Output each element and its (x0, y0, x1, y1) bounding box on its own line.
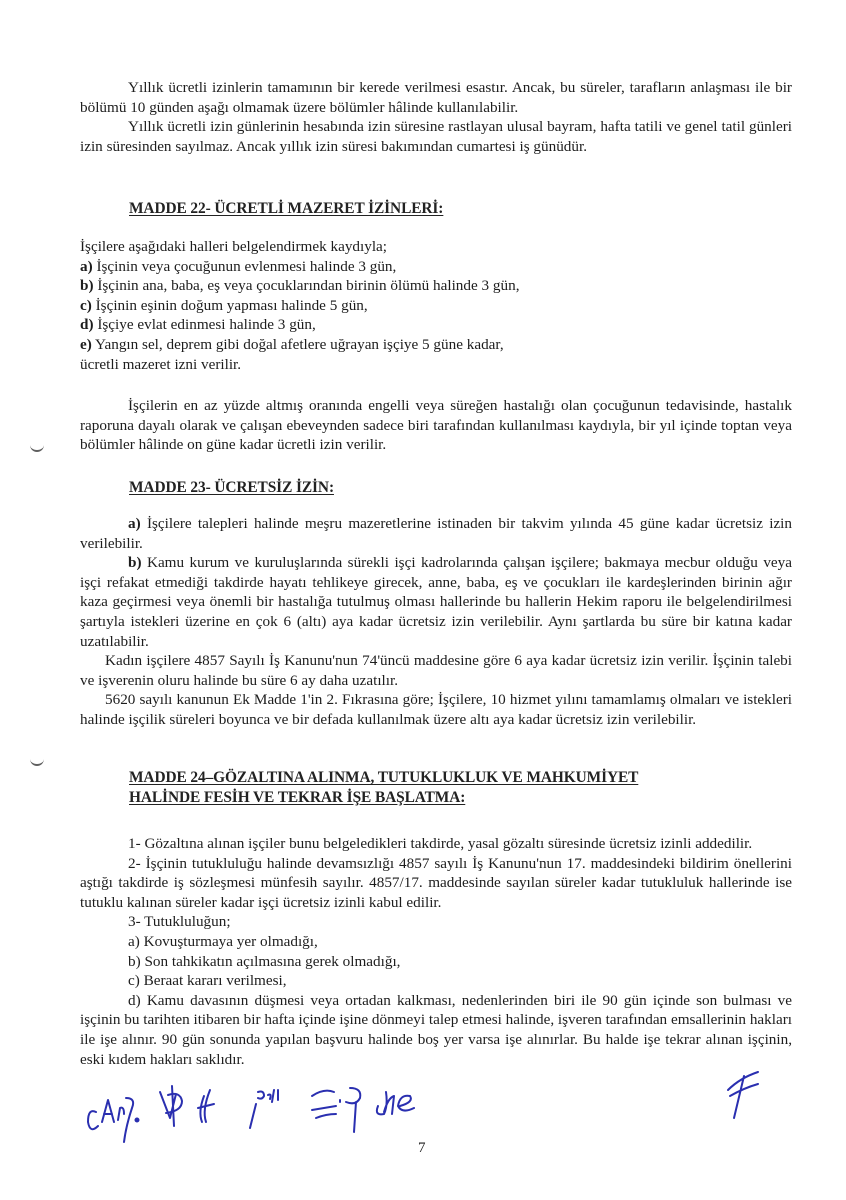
signature-initials-2 (160, 1086, 182, 1126)
signature-initials-5 (312, 1088, 360, 1132)
signature-initials-4 (250, 1090, 278, 1128)
article-23-heading: MADDE 23- ÜCRETSİZ İZİN: (129, 479, 334, 496)
article-22-heading: MADDE 22- ÜCRETLİ MAZERET İZİNLERİ: (129, 200, 444, 217)
punch-hole-mark (30, 440, 44, 452)
paragraph: 3- Tutukluluğun; (128, 913, 231, 931)
list-item: c) İşçinin eşinin doğum yapması halinde 5 gün, (80, 296, 368, 314)
paragraph: 1- Gözaltına alınan işçiler bunu belgeledikleri takdirde, yasal gözaltı süresinde ücretsiz izinli addedilir. (128, 835, 753, 852)
list-item: e) Yangın sel, deprem gibi doğal afetlere uğrayan işçiye 5 güne kadar, (80, 335, 504, 353)
paragraph: Kadın işçilere 4857 Sayılı İş Kanunu'nun 74'üncü maddesine göre 6 aya kadar ücretsiz izin verilir. İşçinin talebi ve işverenin oluru halinde bu süre 6 ay daha uzatılır. (80, 652, 792, 689)
list-item: a) İşçinin veya çocuğunun evlenmesi halinde 3 gün, (80, 257, 397, 275)
signature-paraph (728, 1072, 758, 1118)
article-22-disabled-child-paragraph: İşçilerin en az yüzde altmış oranında engelli veya süreğen hastalığı olan çocuğunun tedavisinde, hastalık raporuna dayalı olarak ve çalışan ebeveynden sadece biri tarafından kullanılması kaydıyla, bir yıl içinde toptan veya bölümler hâlinde on güne kadar ücretli izin verilir. (80, 397, 792, 454)
paragraph: b) Kamu kurum ve kuruluşlarında sürekli işçi kadrolarında çalışan işçilere; bakmaya mecbur olduğu veya işçi refakat etmediği takdirde hayatı tehlikeye girecek, anne, baba, eş ve çocukları ile kardeşlerinden birinin ağır kaza geçirmesi veya önemli bir hastalığa tutulmuş olması hallerinde bu hallerin Hekim raporu ile belgelendirilmesi şartıyla istekleri üzerine en çok 6 (altı) aya kadar ücretsiz izin verilebilir. Aynı şartlarda bu süre bir katına kadar uzatılabilir. (80, 554, 792, 650)
signature-initials-1 (88, 1098, 133, 1142)
signature-initials-3 (198, 1090, 214, 1122)
sub-item: b) Son tahkikatın açılmasına gerek olmadığı, (128, 952, 401, 970)
paragraph: Yıllık ücretli izinlerin tamamının bir kerede verilmesi esastır. Ancak, bu süreler, tarafların anlaşması ile bir bölümü 10 günden aşağı olmamak üzere bölümler hâlinde kullanılabilir. (80, 79, 792, 116)
list-closing: ücretli mazeret izni verilir. (80, 355, 242, 373)
sub-item: c) Beraat kararı verilmesi, (128, 972, 287, 990)
sub-item: a) Kovuşturmaya yer olmadığı, (128, 932, 318, 950)
intro-section (80, 78, 792, 156)
paragraph: d) Kamu davasının düşmesi veya ortadan kalkması, nedenlerinden biri ile 90 gün içinde son bulması ve işçinin bu tarihten itibaren bir hafta içinde işine dönmeyi talep etmesi halinde, işveren tarafından emsallerinin hakları ile işe alınır. 90 gün sonunda yapılan başvuru halinde boş yer varsa işe alınırlar. Bu halde işe tekrar alınan işçinin, eski kıdem hakları saklıdır. (80, 991, 792, 1068)
paragraph: Yıllık ücretli izin günlerinin hesabında izin süresine rastlayan ulusal bayram, hafta tatili ve genel tatil günleri izin süresinden sayılmaz. Ancak yıllık izin süresi bakımından cumartesi iş günüdür. (80, 118, 792, 155)
paragraph: a) İşçilere talepleri halinde meşru mazeretlerine istinaden bir takvim yılında 45 güne kadar ücretsiz izin verilebilir. (80, 515, 792, 552)
signature-initials-6 (377, 1092, 414, 1114)
article-24-heading: MADDE 24–GÖZALTINA ALINMA, TUTUKLUKLUK VE MAHKUMİYET HALİNDE FESİH VE TEKRAR İŞE BAŞLATMA: (129, 769, 639, 806)
list-item: d) İşçiye evlat edinmesi halinde 3 gün, (80, 316, 316, 334)
article-24-body (80, 834, 792, 1069)
paragraph: 5620 sayılı kanunun Ek Madde 1'in 2. Fıkrasına göre; İşçilere, 10 hizmet yılını tamamlamış olmaları ve istekleri halinde işçilik süreleri boyunca ve bir defada kullanılmak üzere altı aya kadar ücretsiz izin verilebilir. (80, 691, 792, 728)
page-number: 7 (418, 1140, 426, 1156)
punch-hole-mark (30, 754, 44, 766)
list-item: b) İşçinin ana, baba, eş veya çocuklarından birinin ölümü halinde 3 gün, (80, 277, 520, 295)
list-lead: İşçilere aşağıdaki halleri belgelendirmek kaydıyla; (80, 238, 387, 255)
article-23-body (80, 514, 792, 730)
article-22-list (80, 237, 792, 374)
paragraph: 2- İşçinin tutukluluğu halinde devamsızlığı 4857 sayılı İş Kanunu'nun 17. maddesindeki bildirim önellerini aştığı takdirde iş sözleşmesi münfesih sayılır. 4857/17. maddesinde sayılan süreler kadar tutukluluk hallerinde ise tutuklu kalınan süreler kadar işçi ücretsiz izinli kabul edilir. (80, 854, 792, 911)
